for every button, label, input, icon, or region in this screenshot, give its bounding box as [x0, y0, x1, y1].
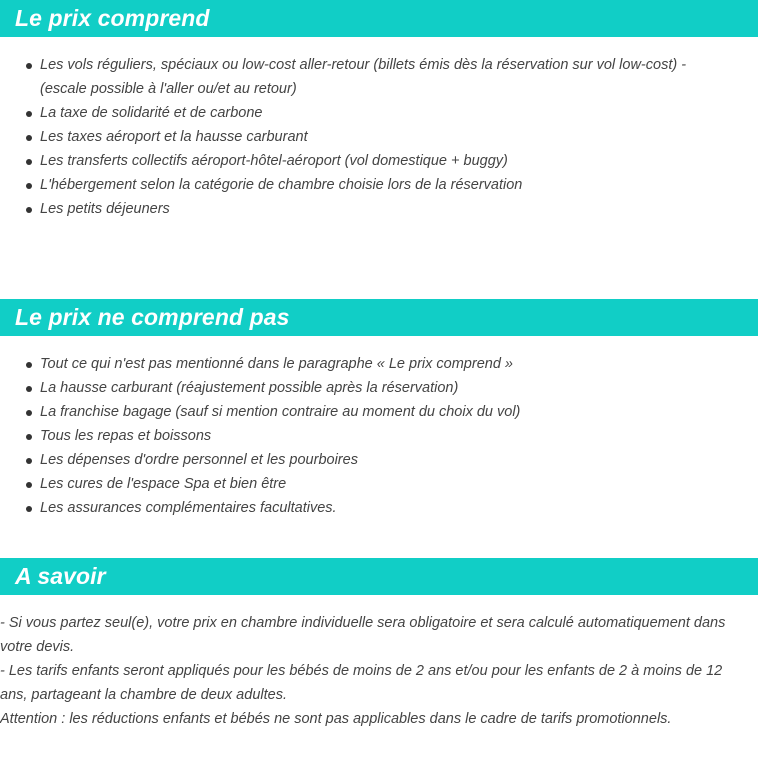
section-title: A savoir — [15, 563, 106, 589]
section-header — [0, 558, 758, 595]
included-list — [0, 53, 758, 221]
note-child-rates: - Les tarifs enfants seront appliqués pour les bébés de moins de 2 ans et/ou pour les enfants de 2 à moins de 12 ans, partageant la chambre de deux adultes. — [0, 663, 723, 703]
section-price-excludes — [0, 299, 758, 520]
list-item: Les vols réguliers, spéciaux ou low-cost aller-retour (billets émis dès la réservation sur vol low-cost) - (escale possible à l'aller ou/et au retour) — [40, 53, 758, 101]
section-title: Le prix comprend — [15, 5, 210, 31]
list-item: Les taxes aéroport et la hausse carburant — [40, 125, 758, 149]
list-item: L'hébergement selon la catégorie de chambre choisie lors de la réservation — [40, 173, 758, 197]
note-promotional-rates: Attention : les réductions enfants et bébés ne sont pas applicables dans le cadre de tarifs promotionnels. — [0, 711, 672, 727]
notes-block — [0, 611, 758, 731]
list-item: Les cures de l'espace Spa et bien être — [40, 472, 758, 496]
section-header — [0, 0, 758, 37]
list-item: Les transferts collectifs aéroport-hôtel-aéroport (vol domestique + buggy) — [40, 149, 758, 173]
list-item: La taxe de solidarité et de carbone — [40, 101, 758, 125]
list-item: Tout ce qui n'est pas mentionné dans le paragraphe « Le prix comprend » — [40, 352, 758, 376]
section-title: Le prix ne comprend pas — [15, 304, 290, 330]
list-item: Tous les repas et boissons — [40, 424, 758, 448]
section-price-includes — [0, 0, 758, 221]
note-single-traveler: - Si vous partez seul(e), votre prix en chambre individuelle sera obligatoire et sera calculé automatiquement dans votre devis. — [0, 615, 726, 655]
list-item: Les dépenses d'ordre personnel et les pourboires — [40, 448, 758, 472]
list-item: Les assurances complémentaires facultatives. — [40, 496, 758, 520]
section-good-to-know — [0, 558, 758, 731]
list-item: Les petits déjeuners — [40, 197, 758, 221]
list-item: La franchise bagage (sauf si mention contraire au moment du choix du vol) — [40, 400, 758, 424]
excluded-list — [0, 352, 758, 520]
list-item: La hausse carburant (réajustement possible après la réservation) — [40, 376, 758, 400]
section-header — [0, 299, 758, 336]
